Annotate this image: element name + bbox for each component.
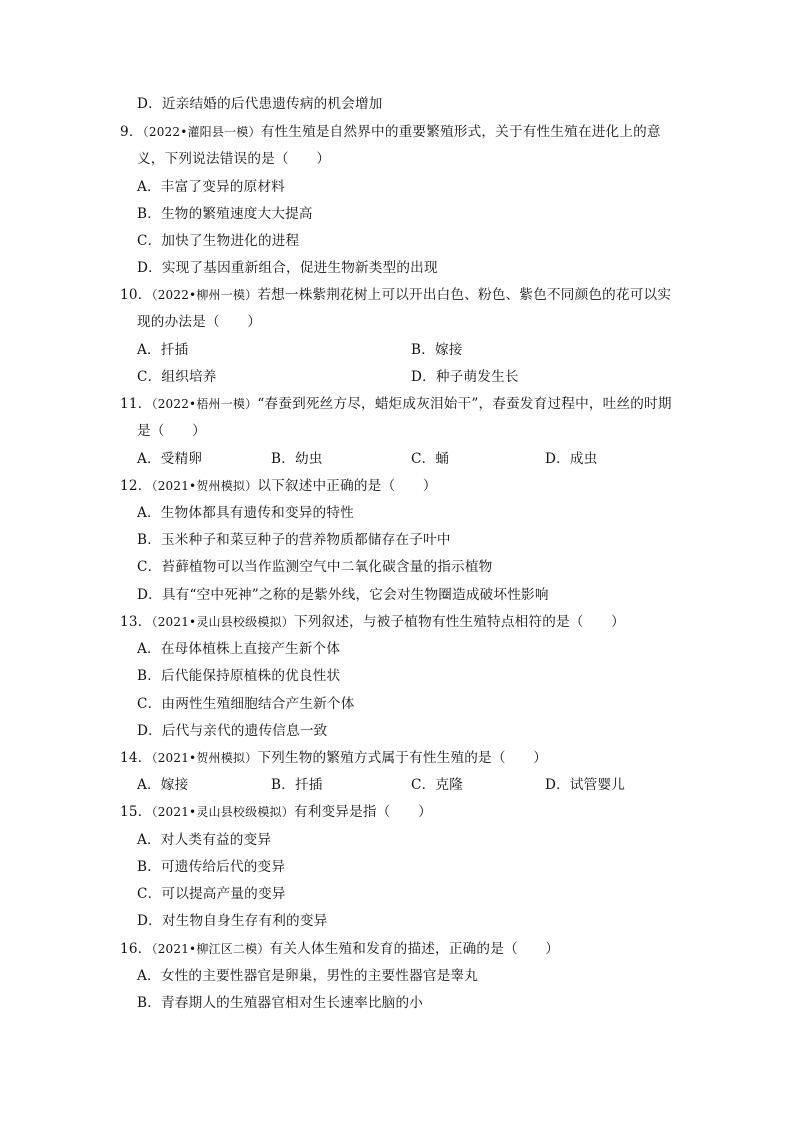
option-12c: C．苔藓植物可以当作监测空气中二氧化碳含量的指示植物 <box>137 559 493 575</box>
question-11: 11．（2022•梧州一模）“春蚕到死丝方尽，蜡炬成灰泪始干”，春蚕发育过程中，吐丝的时期 <box>120 396 672 412</box>
option-12b: B．玉米种子和菜豆种子的营养物质都储存在子叶中 <box>137 532 451 548</box>
question-9: 9．（2022•灌阳县一模）有性生殖是自然界中的重要繁殖形式，关于有性生殖在进化上的意 <box>120 124 661 140</box>
option-15c: C．可以提高产量的变异 <box>137 886 286 902</box>
option-9a: A．丰富了变异的原材料 <box>137 179 285 195</box>
option-11b: B．幼虫 <box>271 451 323 467</box>
option-16a: A．女性的主要性器官是卵巢，男性的主要性器官是睾丸 <box>137 968 479 984</box>
question-11-continued: 是（ ） <box>137 423 206 439</box>
option-14b: B．扦插 <box>271 777 323 793</box>
option-9d: D．实现了基因重新组合，促进生物新类型的出现 <box>137 260 438 276</box>
option-12d: D．具有“空中死神”之称的是紫外线，它会对生物圈造成破坏性影响 <box>137 587 549 603</box>
option-9c: C．加快了生物进化的进程 <box>137 233 300 249</box>
question-16: 16．（2021•柳江区二模）有关人体生殖和发育的描述，正确的是（ ） <box>120 941 560 957</box>
option-10c: C．组织培养 <box>137 369 217 385</box>
option-12a: A．生物体都具有遗传和变异的特性 <box>137 505 354 521</box>
option-10d: D．种子萌发生长 <box>411 369 519 385</box>
option-11a: A．受精卵 <box>137 451 203 467</box>
option-14d: D．试管婴儿 <box>545 777 626 793</box>
option-13b: B．后代能保持原植株的优良性状 <box>137 668 341 684</box>
option-8d: D．近亲结婚的后代患遗传病的机会增加 <box>137 96 383 112</box>
option-13a: A．在母体植株上直接产生新个体 <box>137 641 341 657</box>
option-10a: A．扦插 <box>137 342 189 358</box>
question-15: 15．（2021•灵山县校级模拟）有利变异是指（ ） <box>120 804 432 820</box>
option-14a: A．嫁接 <box>137 777 189 793</box>
question-9-continued: 义，下列说法错误的是（ ） <box>137 151 331 167</box>
option-13c: C．由两性生殖细胞结合产生新个体 <box>137 696 355 712</box>
option-10b: B．嫁接 <box>411 342 463 358</box>
question-10: 10．（2022•柳州一模）若想一株紫荆花树上可以开出白色、粉色、紫色不同颜色的花可以实 <box>120 287 672 303</box>
question-13: 13．（2021•灵山县校级模拟）下列叙述，与被子植物有性生殖特点相符的是（ ） <box>120 614 625 630</box>
question-10-continued: 现的办法是（ ） <box>137 314 262 330</box>
option-13d: D．后代与亲代的遗传信息一致 <box>137 723 328 739</box>
option-14c: C．克隆 <box>411 777 463 793</box>
option-15d: D．对生物自身生存有利的变异 <box>137 913 328 929</box>
question-12: 12．（2021•贺州模拟）以下叙述中正确的是（ ） <box>120 478 437 494</box>
option-9b: B．生物的繁殖速度大大提高 <box>137 206 313 222</box>
option-15a: A．对人类有益的变异 <box>137 832 272 848</box>
option-11c: C．蛹 <box>411 451 450 467</box>
option-11d: D．成虫 <box>545 451 598 467</box>
question-14: 14．（2021•贺州模拟）下列生物的繁殖方式属于有性生殖的是（ ） <box>120 750 547 766</box>
option-16b: B．青春期人的生殖器官相对生长速率比脑的小 <box>137 995 424 1011</box>
option-15b: B．可遗传给后代的变异 <box>137 859 286 875</box>
